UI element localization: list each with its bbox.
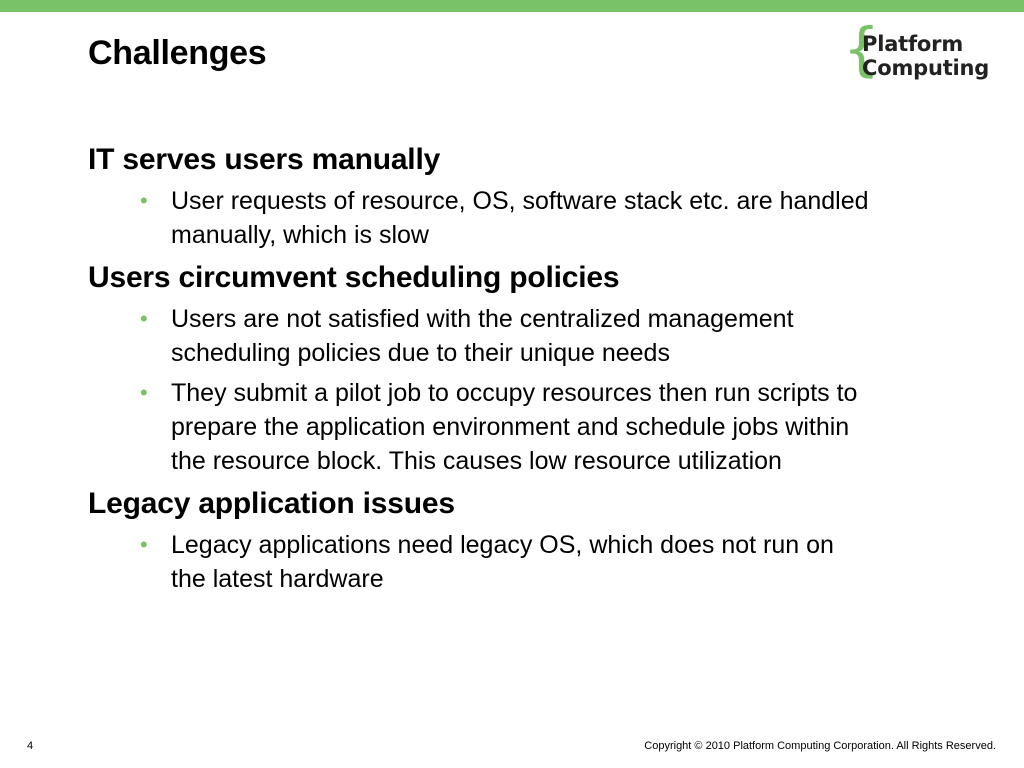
bullet-dot-icon: • <box>140 188 148 213</box>
page-number: 4 <box>27 740 34 752</box>
section-users-circumvent <box>88 260 948 478</box>
bullet-list <box>88 302 948 478</box>
slide-title: Challenges <box>88 34 267 72</box>
copyright-notice: Copyright © 2010 Platform Computing Corporation. All Rights Reserved. <box>644 740 996 752</box>
platform-computing-logo <box>843 15 993 88</box>
bullet-text: They submit a pilot job to occupy resources then run scripts to prepare the application environment and schedule jobs within the resource block. This causes low resource utilization <box>171 379 858 475</box>
section-legacy-apps <box>88 486 948 596</box>
top-accent-bar <box>0 0 1024 12</box>
bullet-dot-icon: • <box>140 532 148 557</box>
bullet-text: Users are not satisfied with the centralized management scheduling policies due to their unique needs <box>171 305 794 367</box>
section-heading: IT serves users manually <box>88 143 441 176</box>
slide-content <box>88 142 948 604</box>
bullet-list <box>88 528 948 596</box>
logo-text-line1: Platform <box>862 32 964 56</box>
bullet-item <box>88 528 871 596</box>
bullet-list <box>88 184 948 252</box>
bullet-item <box>88 376 871 478</box>
bullet-text: Legacy applications need legacy OS, which does not run on the latest hardware <box>171 531 834 593</box>
bullet-item <box>88 184 871 252</box>
bullet-dot-icon: • <box>140 380 148 405</box>
logo-brace-icon: { <box>843 15 880 83</box>
bullet-dot-icon: • <box>140 306 148 331</box>
section-it-serves-users <box>88 142 948 252</box>
logo-text-line2: Computing <box>862 56 990 80</box>
section-heading: Users circumvent scheduling policies <box>88 261 620 294</box>
section-heading: Legacy application issues <box>88 487 455 520</box>
bullet-item <box>88 302 871 370</box>
bullet-text: User requests of resource, OS, software stack etc. are handled manually, which is slow <box>171 187 869 249</box>
